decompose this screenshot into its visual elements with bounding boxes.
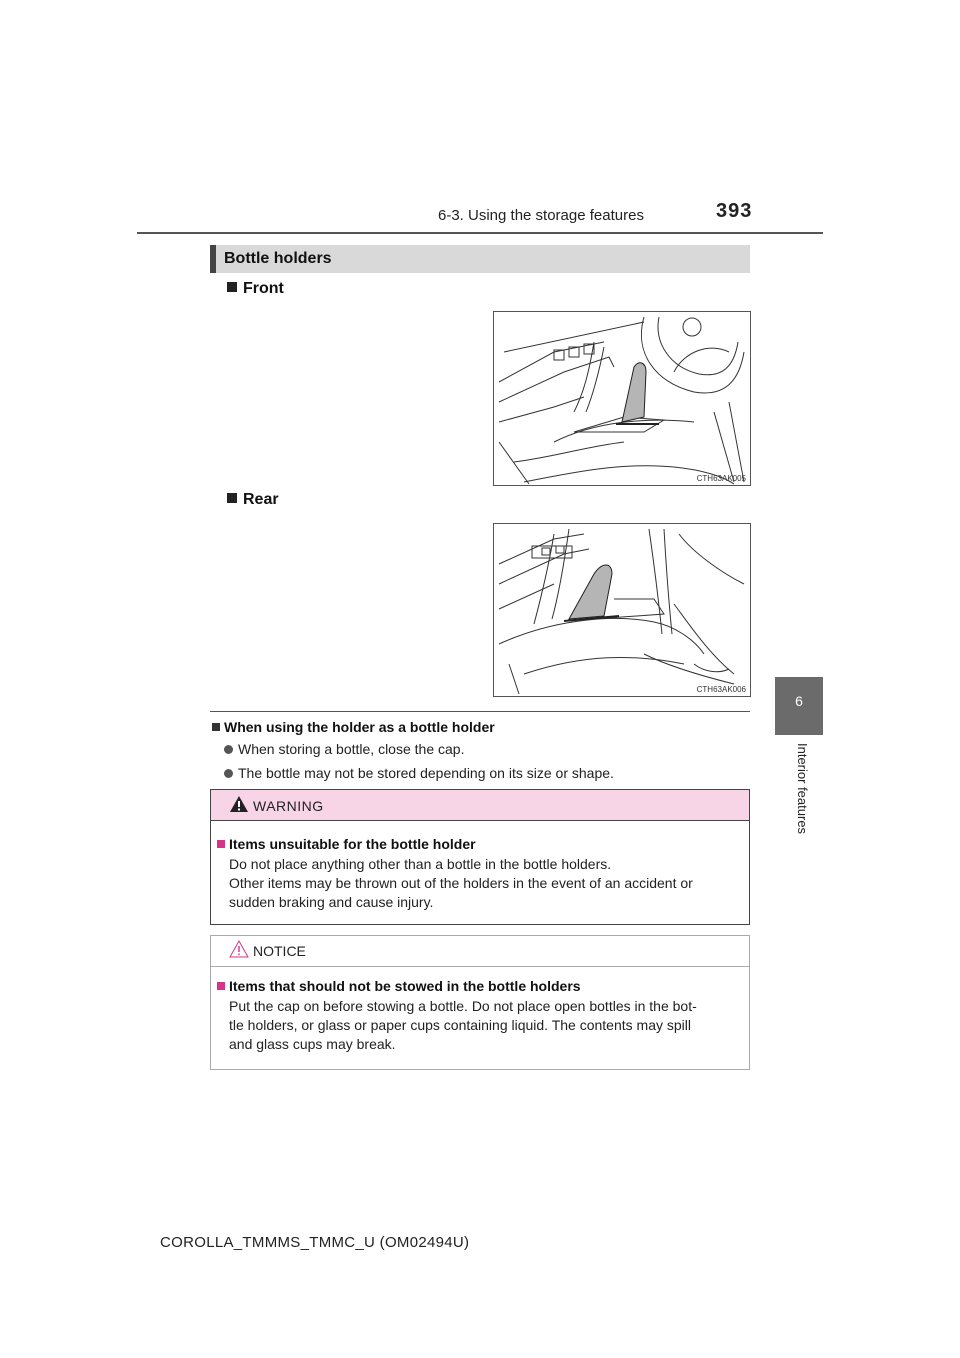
warning-label: WARNING xyxy=(253,798,324,814)
notice-title-row xyxy=(217,978,581,994)
caution-triangle-icon xyxy=(229,940,249,958)
square-bullet-icon xyxy=(227,493,237,503)
warning-body xyxy=(229,855,693,912)
page-number: 393 xyxy=(716,200,753,222)
front-figure xyxy=(493,311,751,486)
bullet-dot-icon xyxy=(224,769,233,778)
square-bullet-icon xyxy=(212,723,220,731)
note-bullet xyxy=(224,765,614,781)
note-bullet xyxy=(224,741,464,757)
heading-text: Bottle holders xyxy=(224,250,332,267)
section-heading xyxy=(210,245,750,273)
notice-line: and glass cups may break. xyxy=(229,1036,396,1052)
rear-figure-code: CTH63AK006 xyxy=(696,685,746,694)
warning-triangle-icon xyxy=(229,795,249,813)
warning-band xyxy=(211,790,749,821)
front-bottle-holder-illustration xyxy=(494,312,750,485)
rear-bottle-holder-illustration xyxy=(494,524,750,696)
notice-title: Items that should not be stowed in the bottle holders xyxy=(229,978,581,994)
divider-rule xyxy=(210,711,750,712)
warning-title-row xyxy=(217,836,476,852)
heading-accent xyxy=(210,245,216,273)
rear-subheading xyxy=(227,491,279,509)
section-title: 6-3. Using the storage features xyxy=(438,207,644,224)
notice-label: NOTICE xyxy=(253,943,306,959)
notice-line: tle holders, or glass or paper cups containing liquid. The contents may spill xyxy=(229,1017,691,1033)
square-bullet-icon xyxy=(217,840,225,848)
chapter-number: 6 xyxy=(795,693,803,709)
front-figure-code: CTH63AK005 xyxy=(696,474,746,483)
square-bullet-icon xyxy=(217,982,225,990)
warning-line: sudden braking and cause injury. xyxy=(229,894,434,910)
note-title: When using the holder as a bottle holder xyxy=(224,719,495,735)
chapter-side xyxy=(775,735,823,895)
warning-line: Other items may be thrown out of the holders in the event of an accident or xyxy=(229,875,693,891)
notice-band xyxy=(211,936,749,967)
header-rule xyxy=(137,232,823,234)
rear-title: Rear xyxy=(243,491,279,508)
warning-box xyxy=(210,789,750,925)
chapter-label: Interior features xyxy=(795,743,810,835)
notice-line: Put the cap on before stowing a bottle. Do not place open bottles in the bot- xyxy=(229,998,697,1014)
warning-title: Items unsuitable for the bottle holder xyxy=(229,836,476,852)
footer-document-id: COROLLA_TMMMS_TMMC_U (OM02494U) xyxy=(160,1234,470,1251)
rear-figure xyxy=(493,523,751,697)
notice-box xyxy=(210,935,750,1070)
notice-body xyxy=(229,997,697,1054)
note-bullet-text: When storing a bottle, close the cap. xyxy=(238,741,465,757)
bullet-dot-icon xyxy=(224,745,233,754)
chapter-tab xyxy=(775,677,823,735)
front-title: Front xyxy=(243,280,284,297)
front-subheading xyxy=(227,280,284,298)
square-bullet-icon xyxy=(227,282,237,292)
note-heading xyxy=(212,719,495,735)
note-bullet-text: The bottle may not be stored depending on its size or shape. xyxy=(238,765,614,781)
warning-line: Do not place anything other than a bottle in the bottle holders. xyxy=(229,856,612,872)
